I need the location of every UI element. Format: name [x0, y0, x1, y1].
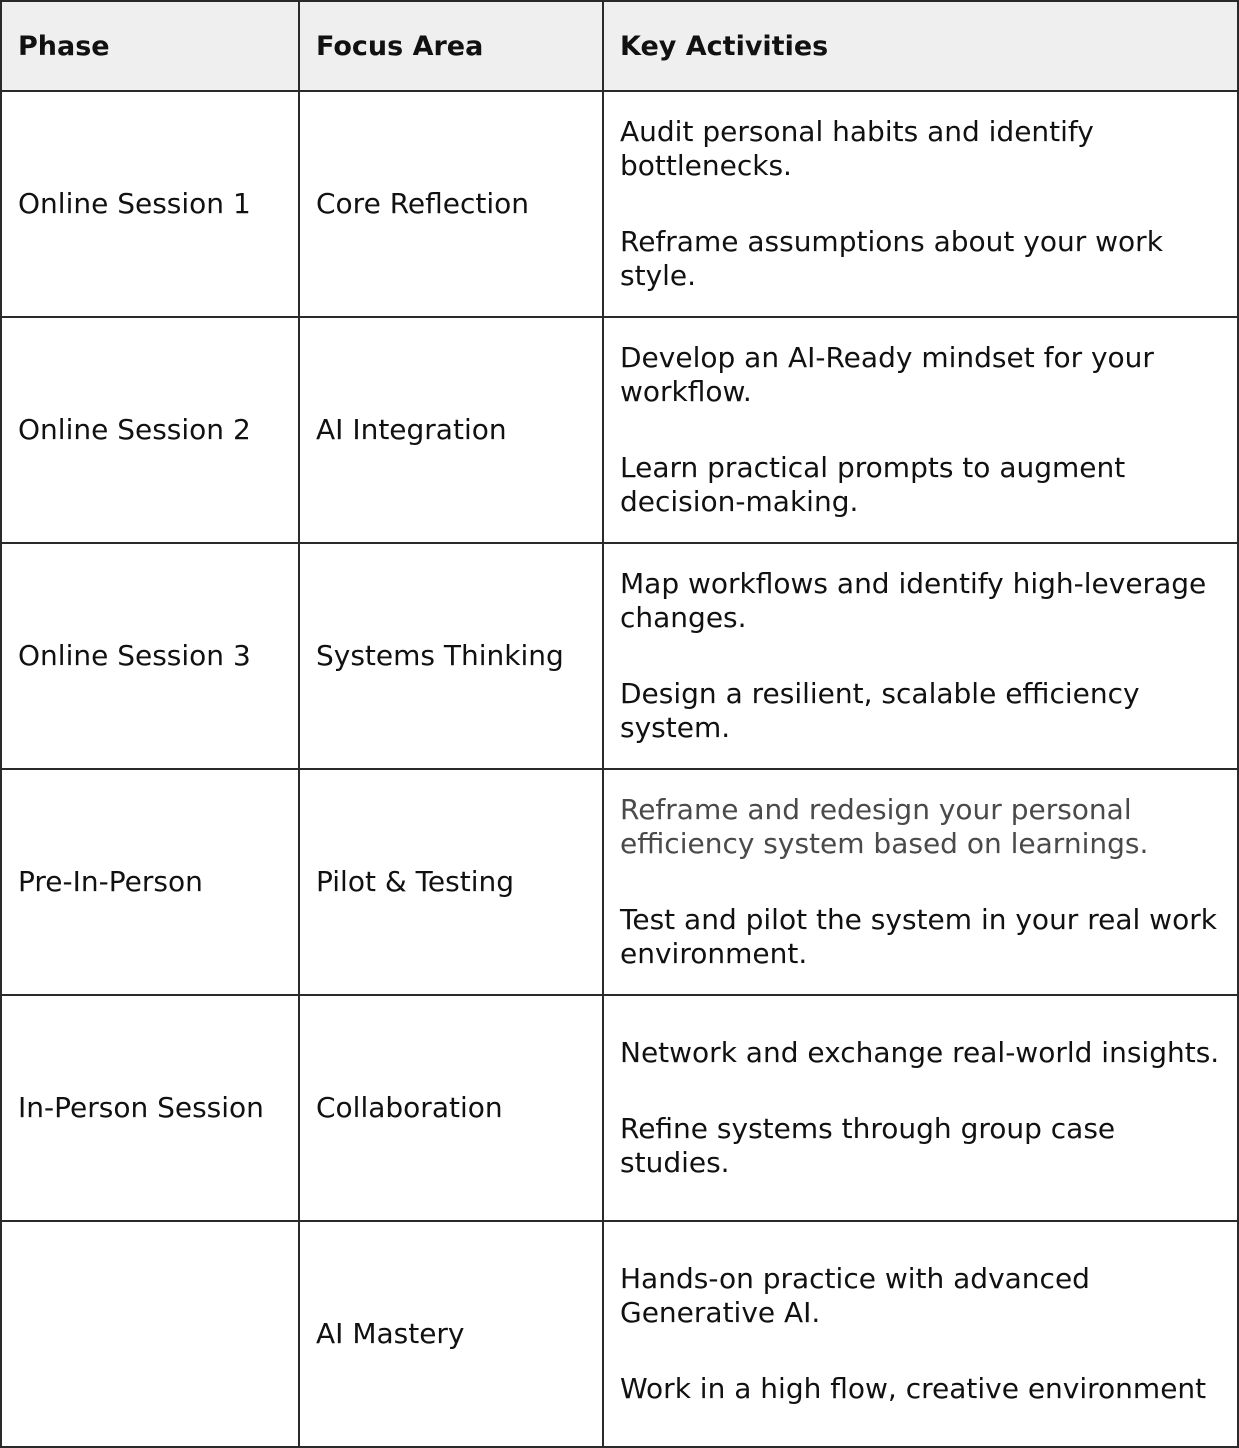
key-activities-cell [603, 543, 1238, 769]
activity-item: Develop an AI-Ready mindset for your workflow. [620, 341, 1154, 408]
activity-item: Reframe assumptions about your work style. [620, 225, 1163, 292]
focus-area-cell: Core Reflection [299, 91, 603, 317]
phase-cell: In-Person Session [1, 995, 299, 1221]
activity-item: Reframe and redesign your personal efficiency system based on learnings. [620, 793, 1149, 860]
activity-item: Learn practical prompts to augment decision-making. [620, 451, 1126, 518]
activity-item: Test and pilot the system in your real work environment. [620, 903, 1217, 970]
activity-item: Work in a high flow, creative environment [620, 1372, 1207, 1405]
header-row [1, 1, 1238, 91]
table-row [1, 91, 1238, 317]
activity-item: Map workflows and identify high-leverage changes. [620, 567, 1207, 634]
table-row [1, 995, 1238, 1221]
phase-cell: Pre-In-Person [1, 769, 299, 995]
key-activities-cell [603, 769, 1238, 995]
header-focus-area: Focus Area [299, 1, 603, 91]
key-activities-cell [603, 91, 1238, 317]
focus-area-cell: Pilot & Testing [299, 769, 603, 995]
activity-item: Audit personal habits and identify bottlenecks. [620, 115, 1094, 182]
activity-item: Refine systems through group case studies. [620, 1112, 1116, 1179]
header-phase: Phase [1, 1, 299, 91]
key-activities-cell [603, 1221, 1238, 1447]
activity-item: Hands-on practice with advanced Generative AI. [620, 1262, 1090, 1329]
table-row [1, 1221, 1238, 1447]
table-row [1, 769, 1238, 995]
header-key-activities: Key Activities [603, 1, 1238, 91]
activity-item: Network and exchange real-world insights. [620, 1036, 1220, 1069]
activity-item: Design a resilient, scalable efficiency system. [620, 677, 1140, 744]
phase-cell [1, 1221, 299, 1447]
phase-cell: Online Session 2 [1, 317, 299, 543]
phase-cell: Online Session 3 [1, 543, 299, 769]
phase-cell: Online Session 1 [1, 91, 299, 317]
key-activities-cell [603, 317, 1238, 543]
focus-area-cell: AI Mastery [299, 1221, 603, 1447]
focus-area-cell: Systems Thinking [299, 543, 603, 769]
table-row [1, 317, 1238, 543]
focus-area-cell: AI Integration [299, 317, 603, 543]
focus-area-cell: Collaboration [299, 995, 603, 1221]
key-activities-cell [603, 995, 1238, 1221]
table-row [1, 543, 1238, 769]
